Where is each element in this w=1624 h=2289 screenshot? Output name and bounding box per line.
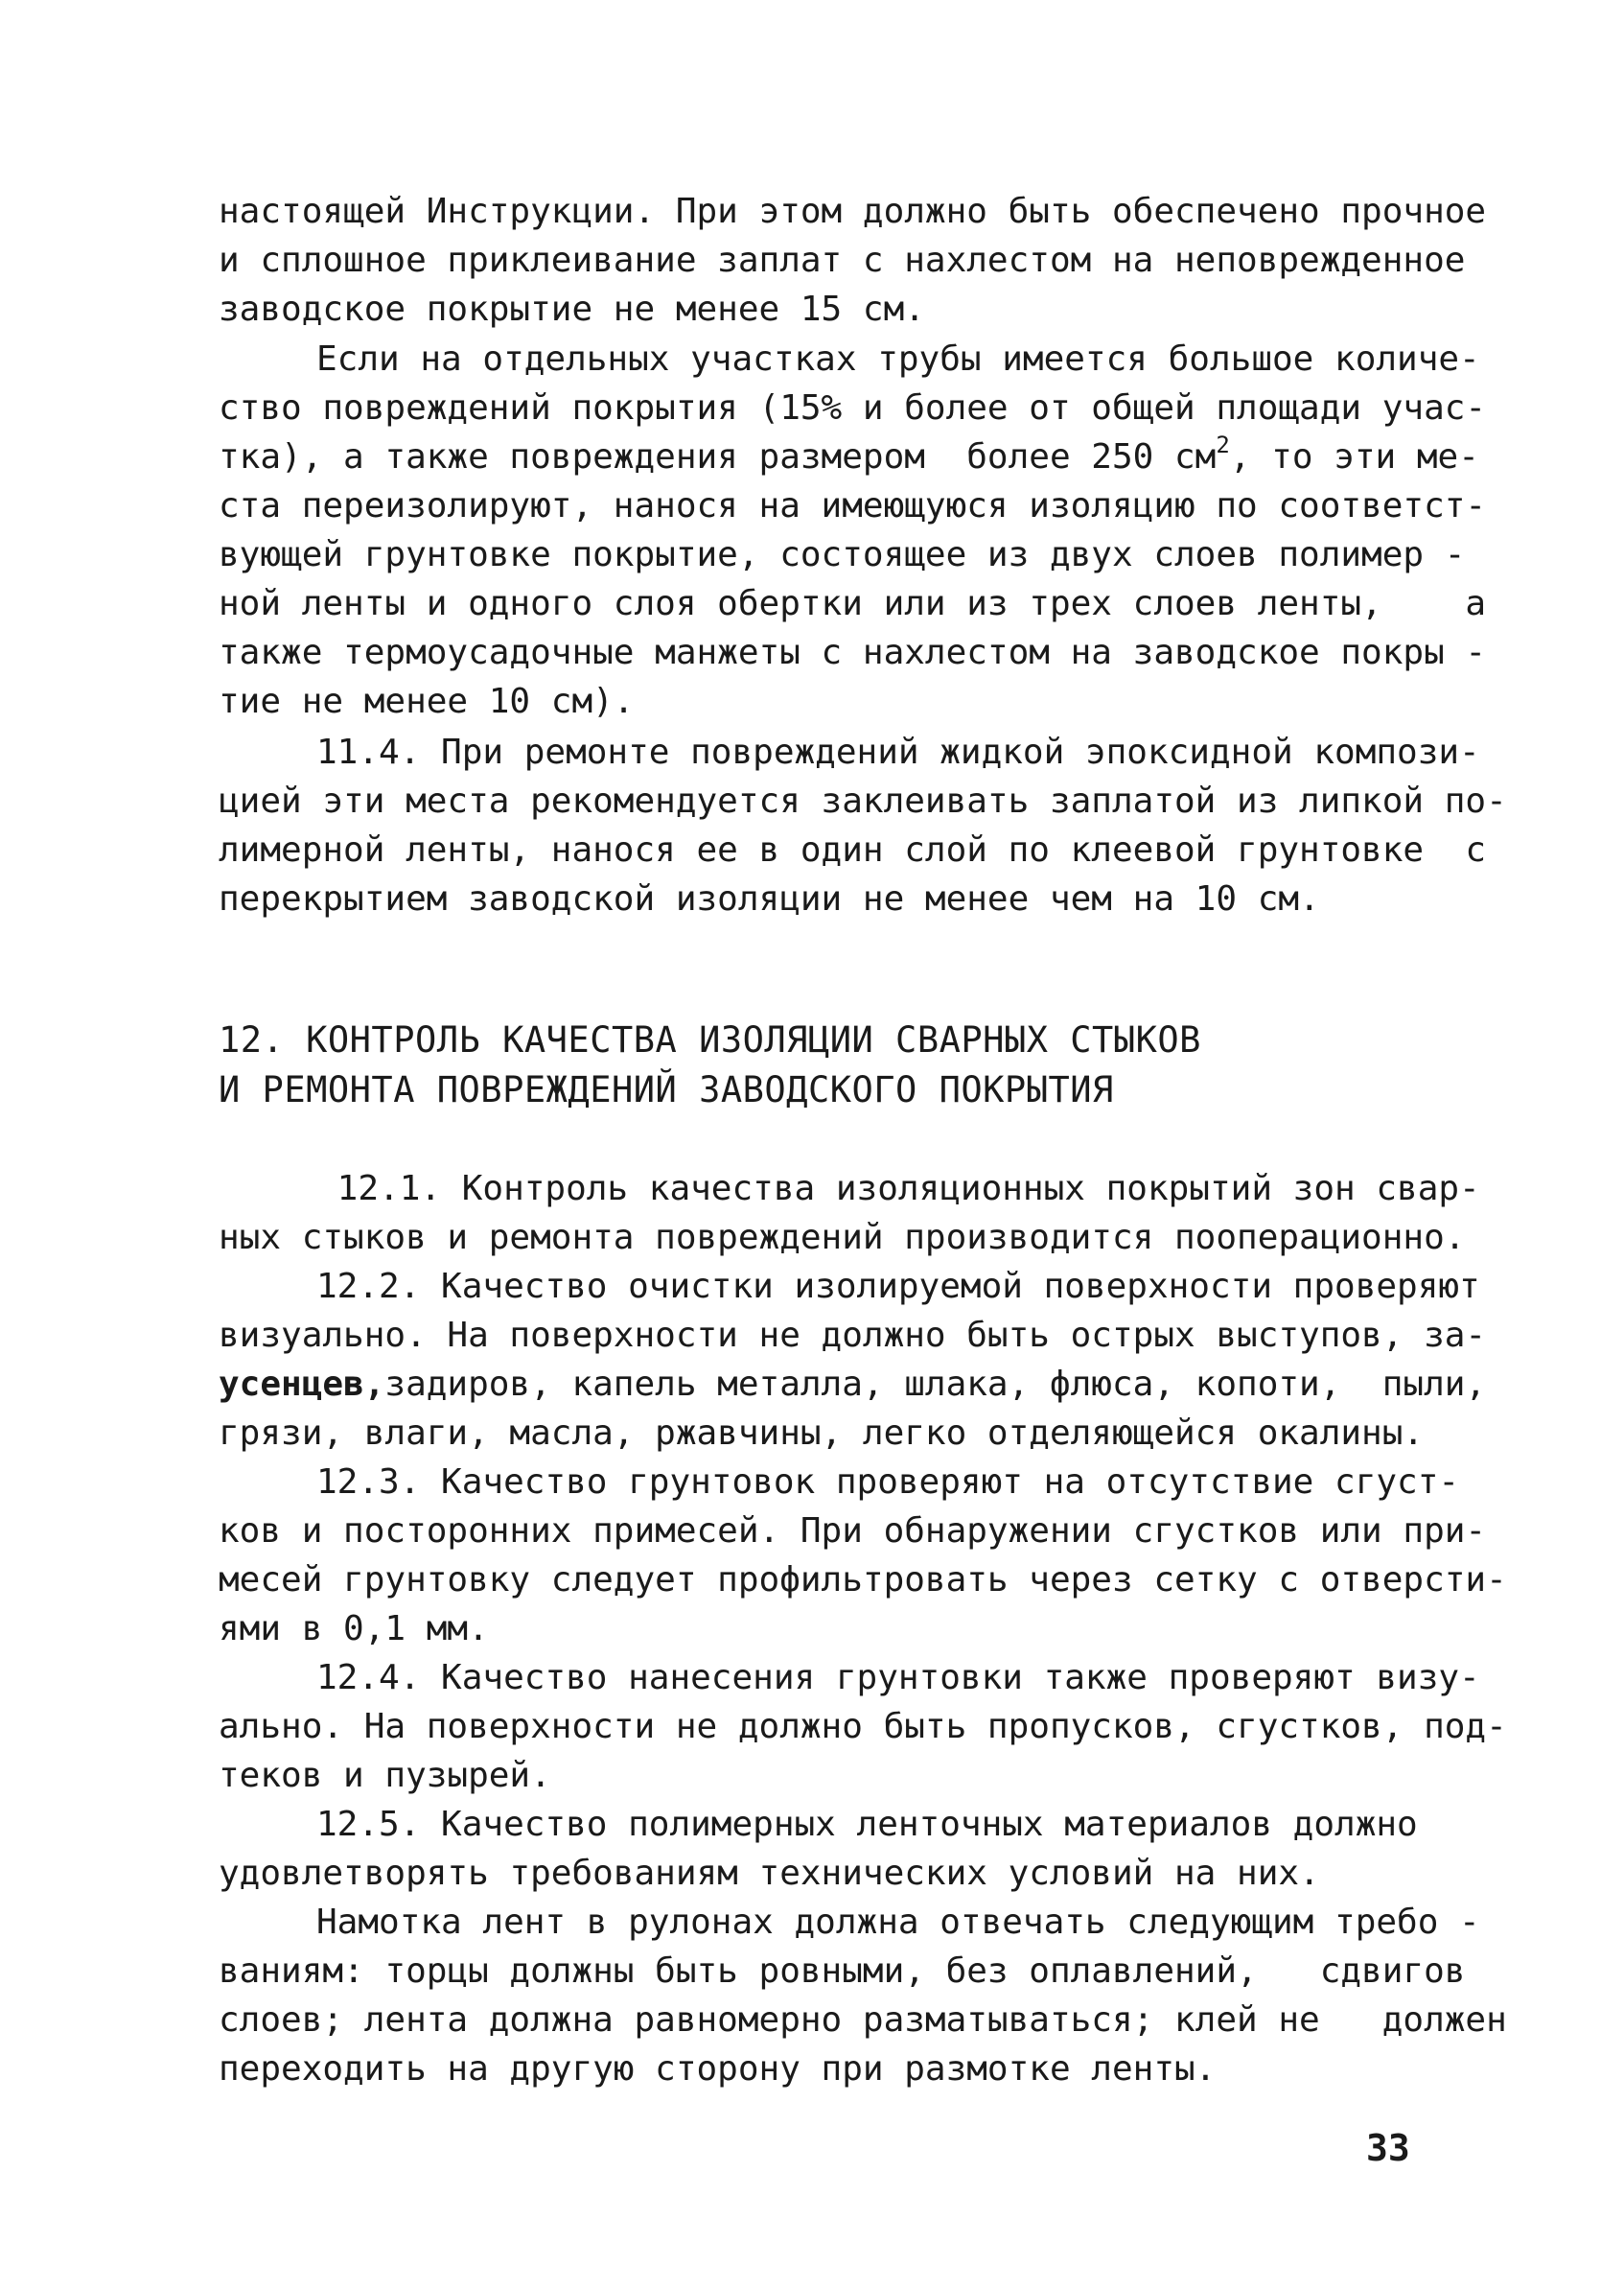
section-heading: 12. КОНТРОЛЬ КАЧЕСТВА ИЗОЛЯЦИИ СВАРНЫХ СТЫКОВ (219, 1019, 1201, 1061)
text-line: ями в 0,1 мм. (219, 1609, 489, 1648)
text-line: цией эти места рекомендуется заклеивать заплатой из липкой по- (219, 782, 1507, 821)
text-line (219, 432, 1479, 481)
text-line: ных стыков и ремонта повреждений производится пооперационно. (219, 1218, 1466, 1257)
text-line: перекрытием заводской изоляции не менее чем на 10 см. (219, 879, 1320, 919)
text-line: теков и пузырей. (219, 1756, 551, 1795)
text-line: также термоусадочные манжеты с нахлестом на заводское покры - (219, 633, 1487, 672)
text-line: лимерной ленты, нанося ее в один слой по клеевой грунтовке с (219, 830, 1487, 870)
text-line: ста переизолируют, нанося на имеющуюся изоляцию по соответст- (219, 486, 1487, 526)
bold-text: усенцев, (219, 1365, 385, 1404)
superscript: 2 (1216, 432, 1230, 458)
text-line: ально. На поверхности не должно быть пропусков, сгустков, под- (219, 1707, 1507, 1746)
text-line: грязи, влаги, масла, ржавчины, легко отделяющейся окалины. (219, 1413, 1425, 1453)
paragraph-first-line: 11.4. При ремонте повреждений жидкой эпоксидной компози- (316, 733, 1480, 772)
text-line: месей грунтовку следует профильтровать через сетку с отверсти- (219, 1560, 1507, 1600)
text-line: настоящей Инструкции. При этом должно быть обеспечено прочное (219, 192, 1487, 231)
paragraph-first-line: 12.4. Качество нанесения грунтовки также проверяют визу- (316, 1658, 1480, 1697)
text-line: вующей грунтовке покрытие, состоящее из двух слоев полимер - (219, 535, 1466, 574)
text-line: ваниям: торцы должны быть ровными, без оплавлений, сдвигов (219, 1951, 1466, 1991)
text-line: переходить на другую сторону при размотке ленты. (219, 2049, 1217, 2089)
text-segment: , то эти ме- (1229, 437, 1479, 477)
paragraph-first-line: Намотка лент в рулонах должна отвечать следующим требо - (316, 1903, 1480, 1942)
text-line (219, 1361, 1487, 1409)
text-segment: тка), а также повреждения размером более 250 см (219, 437, 1217, 477)
text-line: удовлетворять требованиям технических условий на них. (219, 1854, 1320, 1893)
page-number: 33 (1366, 2127, 1410, 2169)
text-line: визуально. На поверхности не должно быть острых выступов, за- (219, 1316, 1487, 1355)
text-segment: задиров, капель металла, шлака, флюса, копоти, пыли, (384, 1365, 1487, 1404)
text-line: ство повреждений покрытия (15% и более от общей площади учас- (219, 388, 1487, 428)
text-line: тие не менее 10 см). (219, 682, 635, 721)
paragraph-first-line: 12.1. Контроль качества изоляционных покрытий зон свар- (316, 1169, 1480, 1208)
text-line: слоев; лента должна равномерно разматываться; клей не должен (219, 2000, 1507, 2040)
paragraph-first-line: 12.3. Качество грунтовок проверяют на отсутствие сгуст- (316, 1462, 1460, 1502)
paragraph-first-line: 12.2. Качество очистки изолируемой поверхности проверяют (316, 1267, 1480, 1306)
text-line: заводское покрытие не менее 15 см. (219, 290, 925, 329)
text-line: ной ленты и одного слоя обертки или из трех слоев ленты, а (219, 584, 1487, 623)
paragraph-first-line: Если на отдельных участках трубы имеется большое количе- (316, 339, 1480, 379)
text-line: и сплошное приклеивание заплат с нахлестом на неповрежденное (219, 241, 1466, 280)
paragraph-first-line: 12.5. Качество полимерных ленточных материалов должно (316, 1805, 1418, 1844)
section-heading: И РЕМОНТА ПОВРЕЖДЕНИЙ ЗАВОДСКОГО ПОКРЫТИЯ (219, 1069, 1114, 1110)
text-line: ков и посторонних примесей. При обнаружении сгустков или при- (219, 1511, 1487, 1551)
